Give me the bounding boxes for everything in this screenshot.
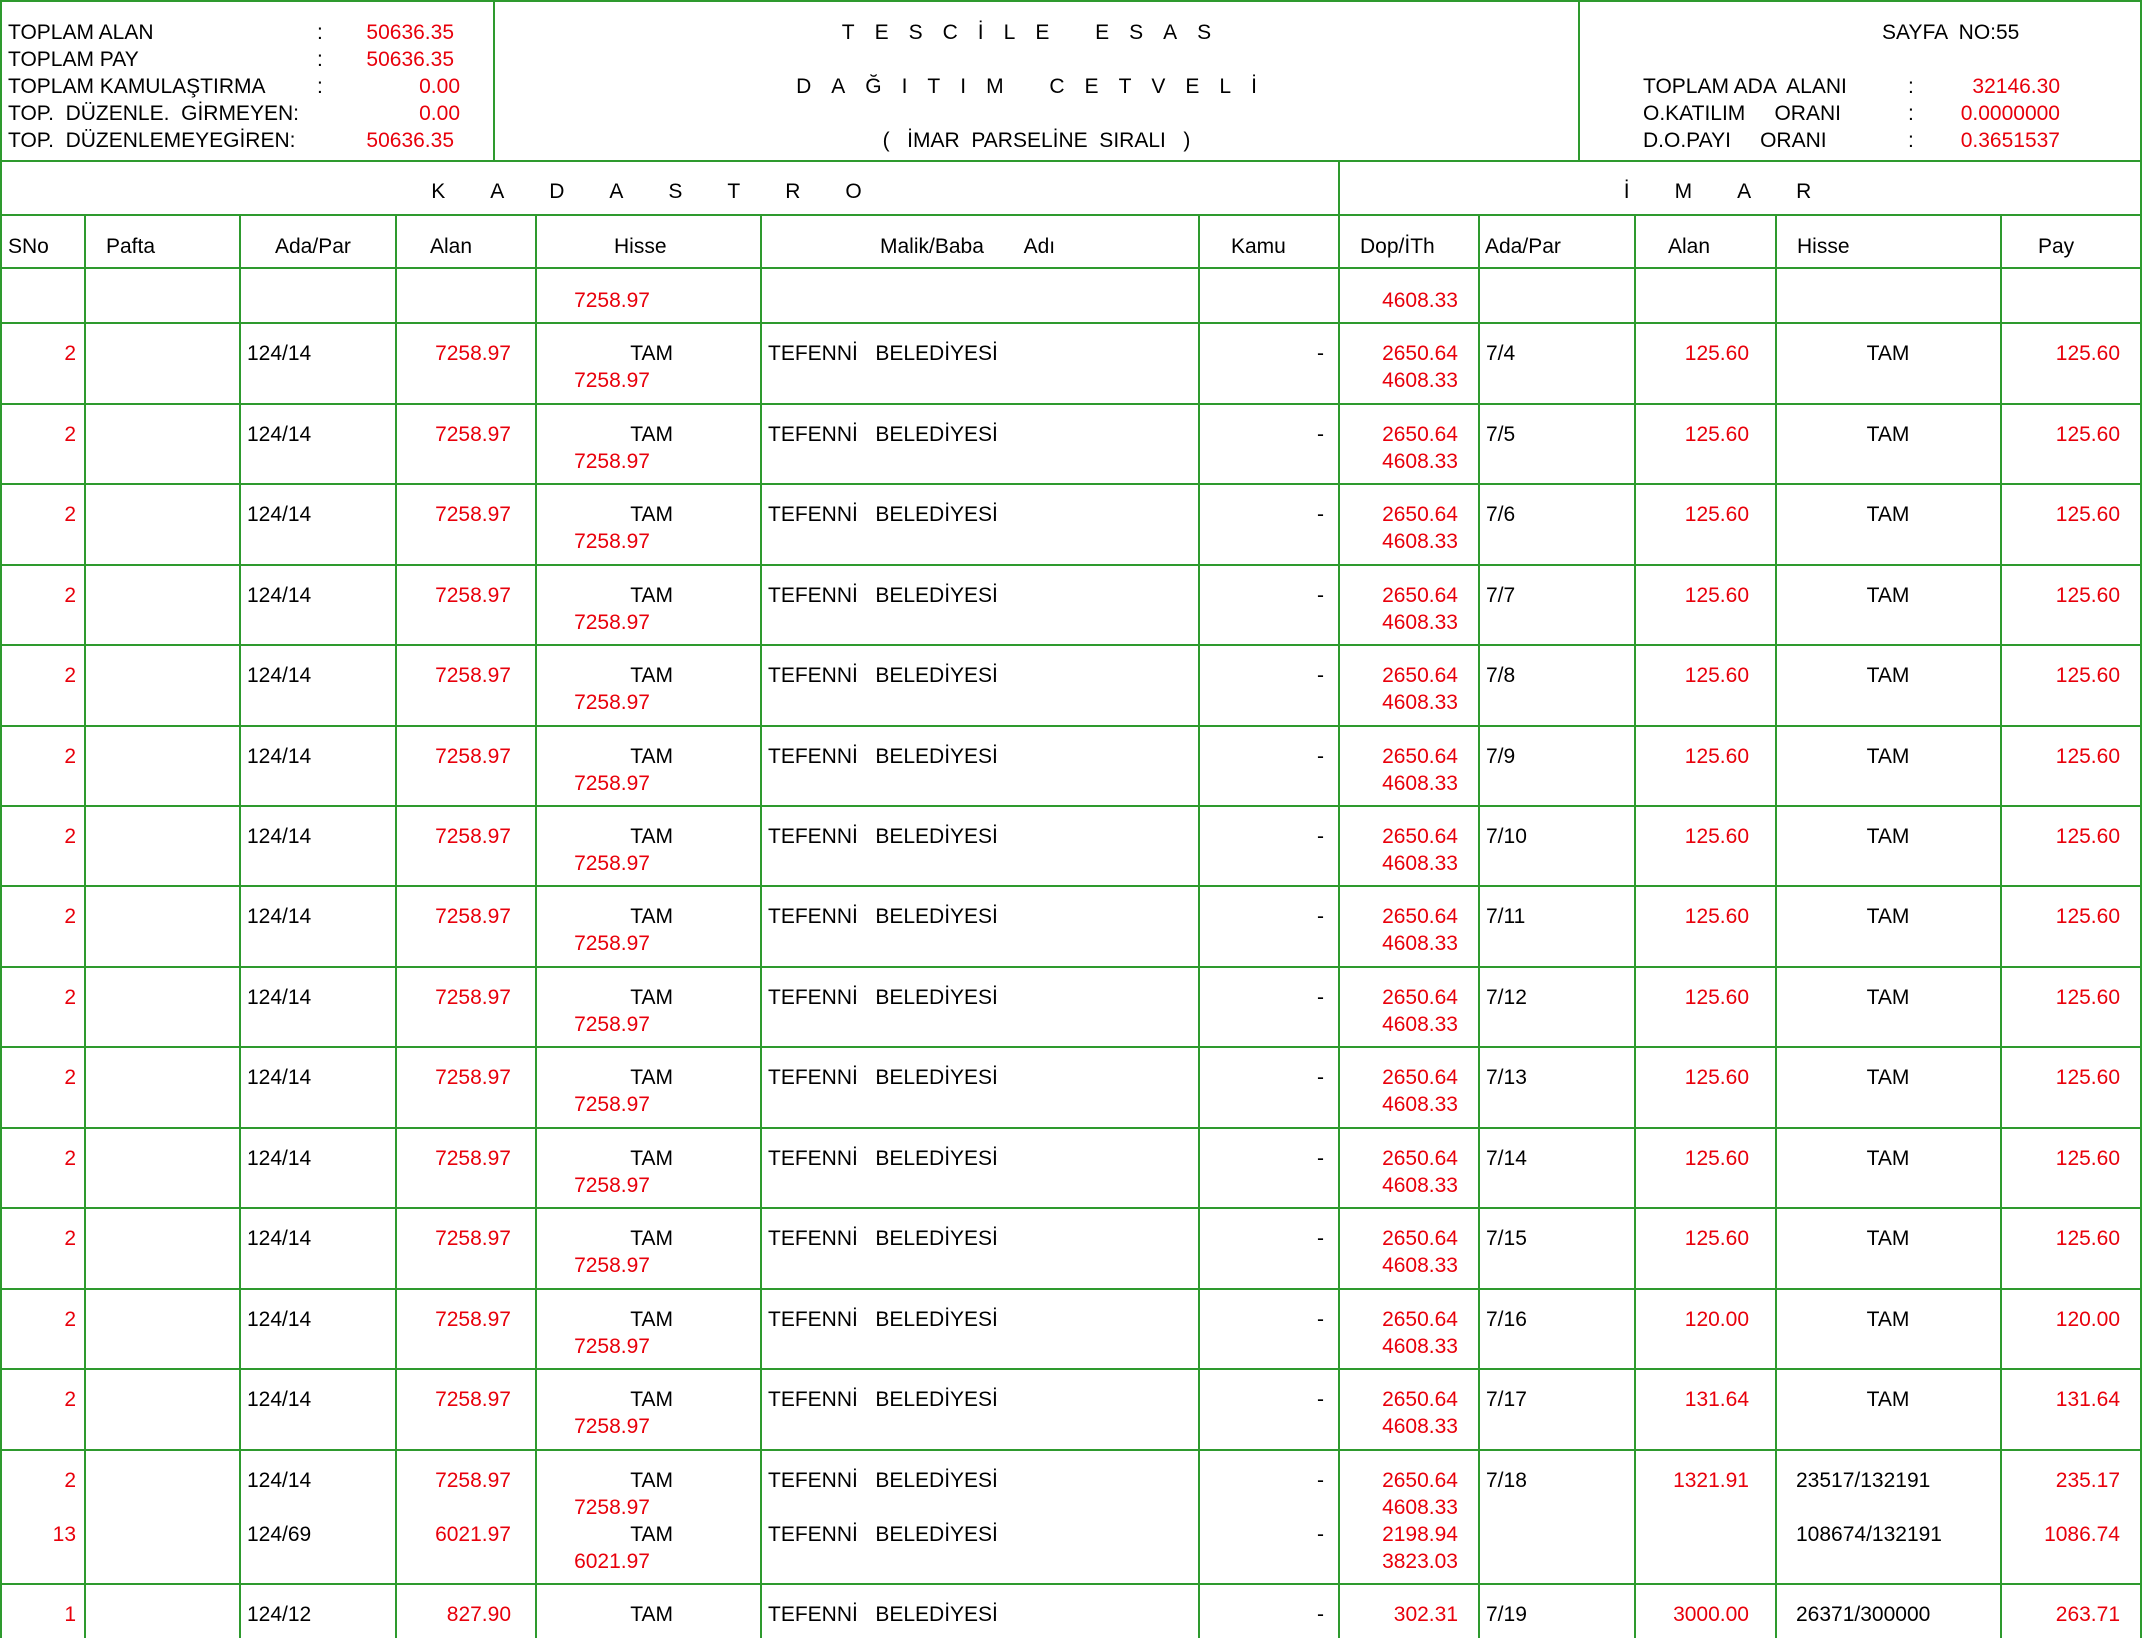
cell-hisse: TAM <box>630 825 673 848</box>
cell-imar-adapar: 7/15 <box>1486 1227 1527 1250</box>
cell-imar-adapar: 7/7 <box>1486 584 1516 607</box>
cell-alan: 7258.97 <box>435 423 511 446</box>
cell-sno: 2 <box>64 1066 76 1089</box>
cell-imar-adapar: 7/12 <box>1486 986 1527 1009</box>
cell-hisse: TAM <box>630 1469 673 1492</box>
totals-colon: : <box>317 21 323 44</box>
cell-dop: 2650.64 <box>1382 825 1458 848</box>
section-kadastro: KADASTRO <box>431 180 907 203</box>
cell-pay: 125.60 <box>2055 503 2120 526</box>
cell-dop-sub: 4608.33 <box>1382 852 1458 875</box>
cell-dop-sub: 4608.33 <box>1382 1013 1458 1036</box>
cell-hisse-sub: 7258.97 <box>574 932 650 955</box>
row-line <box>0 966 2142 968</box>
cell-alan: 7258.97 <box>435 1227 511 1250</box>
section-imar: İMAR <box>1623 180 1857 203</box>
cell-adapar: 124/14 <box>247 664 312 687</box>
doc-title-line1: TESCİLE ESAS <box>841 21 1232 44</box>
cell-imar-hisse: 108674/132191 <box>1796 1523 1942 1546</box>
cell-alan: 7258.97 <box>435 1147 511 1170</box>
cell-pay: 120.00 <box>2055 1308 2120 1331</box>
cell-adapar: 124/12 <box>247 1603 312 1626</box>
cell-imar-hisse: 23517/132191 <box>1796 1469 1931 1492</box>
cell-kamu: - <box>1317 905 1324 928</box>
cell-adapar: 124/14 <box>247 423 312 446</box>
cell-imar-hisse: TAM <box>1866 986 1910 1009</box>
area-colon: : <box>1908 129 1914 152</box>
column-line <box>239 214 241 1638</box>
column-line <box>1634 214 1636 1638</box>
cell-kamu: - <box>1317 1469 1324 1492</box>
cell-imar-adapar: 7/16 <box>1486 1308 1527 1331</box>
cell-dop: 2650.64 <box>1382 1227 1458 1250</box>
column-line <box>395 214 397 1638</box>
cell-alan: 7258.97 <box>435 905 511 928</box>
cell-sno: 2 <box>64 905 76 928</box>
totals-value: 50636.35 <box>366 129 454 152</box>
cell-pay: 235.17 <box>2055 1469 2120 1492</box>
cell-dop: 2650.64 <box>1382 986 1458 1009</box>
cell-adapar: 124/14 <box>247 584 312 607</box>
cell-hisse-sub: 7258.97 <box>574 1415 650 1438</box>
cell-hisse-sub: 7258.97 <box>574 1335 650 1358</box>
cell-hisse: TAM <box>630 905 673 928</box>
cell-malik: TEFENNİ BELEDİYESİ <box>768 825 998 848</box>
cell-alan: 7258.97 <box>435 1388 511 1411</box>
cell-alan: 7258.97 <box>435 745 511 768</box>
cell-imar-adapar: 7/13 <box>1486 1066 1527 1089</box>
cell-hisse-sub: 7258.97 <box>574 369 650 392</box>
cell-imar-alan: 125.60 <box>1684 1227 1749 1250</box>
cell-alan: 7258.97 <box>435 1469 511 1492</box>
cell-hisse: TAM <box>630 1603 673 1626</box>
cell-imar-adapar: 7/17 <box>1486 1388 1527 1411</box>
cell-adapar: 124/14 <box>247 825 312 848</box>
cell-dop: 2650.64 <box>1382 423 1458 446</box>
cell-imar-alan: 131.64 <box>1684 1388 1749 1411</box>
cell-dop-sub: 4608.33 <box>1382 1415 1458 1438</box>
cell-dop: 2650.64 <box>1382 1388 1458 1411</box>
cell-pay: 125.60 <box>2055 584 2120 607</box>
cell-hisse-sub: 7258.97 <box>574 1013 650 1036</box>
cell-malik: TEFENNİ BELEDİYESİ <box>768 423 998 446</box>
totals-value: 0.00 <box>419 102 460 125</box>
cell-kamu: - <box>1317 825 1324 848</box>
cell-sno: 13 <box>52 1523 76 1546</box>
cell-sno: 2 <box>64 986 76 1009</box>
row-line <box>0 564 2142 566</box>
cell-imar-alan: 125.60 <box>1684 825 1749 848</box>
cell-dop-sub: 4608.33 <box>1382 772 1458 795</box>
cell-imar-hisse: TAM <box>1866 1227 1910 1250</box>
cell-hisse: TAM <box>630 1308 673 1331</box>
cell-malik: TEFENNİ BELEDİYESİ <box>768 1308 998 1331</box>
cell-alan: 7258.97 <box>435 986 511 1009</box>
column-line <box>2000 214 2002 1638</box>
row-line <box>0 1207 2142 1209</box>
cell-malik: TEFENNİ BELEDİYESİ <box>768 664 998 687</box>
row-line <box>0 805 2142 807</box>
cell-sno: 2 <box>64 584 76 607</box>
cell-hisse: TAM <box>630 986 673 1009</box>
cell-kamu: - <box>1317 1603 1324 1626</box>
cell-imar-hisse: TAM <box>1866 1388 1910 1411</box>
cell-alan: 7258.97 <box>435 825 511 848</box>
cell-imar-hisse: 26371/300000 <box>1796 1603 1931 1626</box>
cell-hisse-sub: 7258.97 <box>574 1174 650 1197</box>
border-top <box>0 0 2142 2</box>
cell-dop-sub: 4608.33 <box>1382 611 1458 634</box>
cell-imar-adapar: 7/10 <box>1486 825 1527 848</box>
cell-adapar: 124/14 <box>247 745 312 768</box>
cell-hisse: TAM <box>630 584 673 607</box>
row-line <box>0 1127 2142 1129</box>
cell-hisse-sub: 6021.97 <box>574 1550 650 1573</box>
totals-label: TOPLAM PAY <box>8 48 139 71</box>
cell-hisse: TAM <box>630 1066 673 1089</box>
row-line <box>0 885 2142 887</box>
cell-alan: 7258.97 <box>435 503 511 526</box>
cell-imar-alan: 1321.91 <box>1673 1469 1749 1492</box>
cell-hisse: TAM <box>630 342 673 365</box>
column-line <box>1198 214 1200 1638</box>
cell-imar-hisse: TAM <box>1866 664 1910 687</box>
cell-malik: TEFENNİ BELEDİYESİ <box>768 1469 998 1492</box>
cell-hisse: TAM <box>630 423 673 446</box>
cell-imar-adapar: 7/6 <box>1486 503 1516 526</box>
cell-malik: TEFENNİ BELEDİYESİ <box>768 905 998 928</box>
col-pay: Pay <box>2038 235 2075 258</box>
cell-hisse-sub: 7258.97 <box>574 852 650 875</box>
page-number: SAYFA NO:55 <box>1882 21 2020 44</box>
column-line <box>1775 214 1777 1638</box>
cell-pay: 263.71 <box>2055 1603 2120 1626</box>
cell-adapar: 124/69 <box>247 1523 312 1546</box>
cell-imar-adapar: 7/14 <box>1486 1147 1527 1170</box>
area-label: TOPLAM ADA ALANI <box>1643 75 1847 98</box>
cell-malik: TEFENNİ BELEDİYESİ <box>768 1603 998 1626</box>
cell-imar-alan: 125.60 <box>1684 423 1749 446</box>
row-line <box>0 403 2142 405</box>
carry-hisse: 7258.97 <box>574 289 650 312</box>
column-line <box>535 214 537 1638</box>
totals-colon: : <box>317 75 323 98</box>
cell-sno: 2 <box>64 745 76 768</box>
cell-sno: 2 <box>64 423 76 446</box>
cell-dop: 2650.64 <box>1382 905 1458 928</box>
cell-kamu: - <box>1317 986 1324 1009</box>
totals-value: 50636.35 <box>366 48 454 71</box>
cell-dop-sub: 3823.03 <box>1382 1550 1458 1573</box>
column-line <box>1478 214 1480 1638</box>
cell-imar-alan: 125.60 <box>1684 1147 1749 1170</box>
cell-hisse-sub: 7258.97 <box>574 691 650 714</box>
cell-sno: 2 <box>64 1227 76 1250</box>
col-hisse: Hisse <box>614 235 667 258</box>
area-label: O.KATILIM ORANI <box>1643 102 1841 125</box>
cell-dop-sub: 4608.33 <box>1382 369 1458 392</box>
row-line <box>0 644 2142 646</box>
cell-hisse-sub: 7258.97 <box>574 1254 650 1277</box>
cell-hisse: TAM <box>630 1388 673 1411</box>
cell-pay: 125.60 <box>2055 423 2120 446</box>
cell-malik: TEFENNİ BELEDİYESİ <box>768 1066 998 1089</box>
totals-colon: : <box>317 48 323 71</box>
totals-label: TOP. DÜZENLEMEYEGİREN: <box>8 129 296 152</box>
cell-adapar: 124/14 <box>247 1308 312 1331</box>
cell-dop: 302.31 <box>1393 1603 1458 1626</box>
cell-dop: 2650.64 <box>1382 745 1458 768</box>
cell-pay: 1086.74 <box>2044 1523 2120 1546</box>
cell-hisse: TAM <box>630 1227 673 1250</box>
cell-imar-adapar: 7/5 <box>1486 423 1516 446</box>
totals-label: TOPLAM KAMULAŞTIRMA <box>8 75 266 98</box>
cell-pay: 125.60 <box>2055 825 2120 848</box>
cell-hisse-sub: 7258.97 <box>574 530 650 553</box>
cell-dop: 2650.64 <box>1382 503 1458 526</box>
cell-dop-sub: 4608.33 <box>1382 450 1458 473</box>
row-line <box>0 483 2142 485</box>
totals-value: 50636.35 <box>366 21 454 44</box>
cell-imar-adapar: 7/9 <box>1486 745 1516 768</box>
cell-dop-sub: 4608.33 <box>1382 691 1458 714</box>
cell-hisse: TAM <box>630 503 673 526</box>
cell-dop-sub: 4608.33 <box>1382 530 1458 553</box>
cell-dop-sub: 4608.33 <box>1382 932 1458 955</box>
cell-dop-sub: 4608.33 <box>1382 1254 1458 1277</box>
cell-sno: 2 <box>64 1308 76 1331</box>
area-label: D.O.PAYI ORANI <box>1643 129 1827 152</box>
cell-hisse-sub: 7258.97 <box>574 611 650 634</box>
cell-pay: 125.60 <box>2055 986 2120 1009</box>
cell-adapar: 124/14 <box>247 1469 312 1492</box>
cell-malik: TEFENNİ BELEDİYESİ <box>768 986 998 1009</box>
cell-kamu: - <box>1317 1388 1324 1411</box>
cell-adapar: 124/14 <box>247 986 312 1009</box>
cell-pay: 125.60 <box>2055 342 2120 365</box>
cell-alan: 827.90 <box>446 1603 511 1626</box>
row-line <box>0 322 2142 324</box>
section-bottom-line <box>0 214 2142 216</box>
cell-kamu: - <box>1317 1147 1324 1170</box>
area-colon: : <box>1908 75 1914 98</box>
cell-pay: 125.60 <box>2055 745 2120 768</box>
cell-malik: TEFENNİ BELEDİYESİ <box>768 1147 998 1170</box>
cell-hisse: TAM <box>630 1147 673 1170</box>
cell-imar-hisse: TAM <box>1866 584 1910 607</box>
cell-sno: 2 <box>64 1469 76 1492</box>
cell-sno: 2 <box>64 664 76 687</box>
cell-pay: 125.60 <box>2055 1066 2120 1089</box>
cell-kamu: - <box>1317 745 1324 768</box>
cell-hisse-sub: 7258.97 <box>574 1496 650 1519</box>
cell-alan: 7258.97 <box>435 584 511 607</box>
cell-kamu: - <box>1317 1523 1324 1546</box>
cell-hisse-sub: 7258.97 <box>574 450 650 473</box>
col-imar-alan: Alan <box>1668 235 1711 258</box>
cell-imar-alan: 125.60 <box>1684 905 1749 928</box>
column-line <box>760 214 762 1638</box>
col-kamu: Kamu <box>1231 235 1286 258</box>
cell-dop: 2650.64 <box>1382 1469 1458 1492</box>
cell-imar-alan: 125.60 <box>1684 745 1749 768</box>
cell-imar-alan: 125.60 <box>1684 986 1749 1009</box>
cell-imar-adapar: 7/11 <box>1486 905 1526 928</box>
cell-dop: 2198.94 <box>1382 1523 1458 1546</box>
cell-adapar: 124/14 <box>247 1066 312 1089</box>
cell-imar-alan: 3000.00 <box>1673 1603 1749 1626</box>
cell-alan: 7258.97 <box>435 664 511 687</box>
column-line <box>84 214 86 1638</box>
doc-title-line3: ( İMAR PARSELİNE SIRALI ) <box>882 129 1191 152</box>
cell-imar-alan: 125.60 <box>1684 503 1749 526</box>
area-colon: : <box>1908 102 1914 125</box>
area-value: 0.3651537 <box>1960 129 2060 152</box>
col-alan: Alan <box>430 235 473 258</box>
row-line <box>0 1368 2142 1370</box>
cell-malik: TEFENNİ BELEDİYESİ <box>768 1523 998 1546</box>
cell-dop: 2650.64 <box>1382 1066 1458 1089</box>
cell-imar-hisse: TAM <box>1866 1308 1910 1331</box>
cell-adapar: 124/14 <box>247 503 312 526</box>
row-line <box>0 1449 2142 1451</box>
cell-imar-hisse: TAM <box>1866 905 1910 928</box>
cell-alan: 7258.97 <box>435 342 511 365</box>
cell-dop-sub: 4608.33 <box>1382 1335 1458 1358</box>
cell-adapar: 124/14 <box>247 905 312 928</box>
cell-imar-alan: 125.60 <box>1684 664 1749 687</box>
cell-dop: 2650.64 <box>1382 342 1458 365</box>
cell-imar-alan: 120.00 <box>1684 1308 1749 1331</box>
cell-imar-alan: 125.60 <box>1684 342 1749 365</box>
cell-kamu: - <box>1317 503 1324 526</box>
doc-title-line2: DAĞITIM CETVELİ <box>796 75 1277 98</box>
row-line <box>0 725 2142 727</box>
cell-dop: 2650.64 <box>1382 664 1458 687</box>
cell-alan: 7258.97 <box>435 1308 511 1331</box>
cell-adapar: 124/14 <box>247 342 312 365</box>
cell-sno: 2 <box>64 1388 76 1411</box>
cell-dop-sub: 4608.33 <box>1382 1496 1458 1519</box>
cell-imar-hisse: TAM <box>1866 1147 1910 1170</box>
cell-imar-adapar: 7/8 <box>1486 664 1516 687</box>
row-line <box>0 1046 2142 1048</box>
row-line <box>0 1583 2142 1585</box>
totals-value: 0.00 <box>419 75 460 98</box>
area-value: 32146.30 <box>1972 75 2060 98</box>
totals-label: TOP. DÜZENLE. GİRMEYEN: <box>8 102 299 125</box>
cell-kamu: - <box>1317 1066 1324 1089</box>
cell-sno: 1 <box>64 1603 76 1626</box>
cell-imar-alan: 125.60 <box>1684 584 1749 607</box>
col-imar-hisse: Hisse <box>1797 235 1850 258</box>
cell-hisse-sub: 7258.97 <box>574 772 650 795</box>
cell-sno: 2 <box>64 825 76 848</box>
header-bottom-line <box>0 160 2142 162</box>
cell-imar-alan: 125.60 <box>1684 1066 1749 1089</box>
cell-hisse: TAM <box>630 745 673 768</box>
cell-hisse-sub: 7258.97 <box>574 1093 650 1116</box>
cell-imar-hisse: TAM <box>1866 825 1910 848</box>
cell-hisse: TAM <box>630 664 673 687</box>
col-pafta: Pafta <box>106 235 156 258</box>
cell-imar-hisse: TAM <box>1866 423 1910 446</box>
cell-kamu: - <box>1317 664 1324 687</box>
cell-imar-adapar: 7/19 <box>1486 1603 1527 1626</box>
cell-alan: 6021.97 <box>435 1523 511 1546</box>
cell-imar-hisse: TAM <box>1866 1066 1910 1089</box>
cell-imar-adapar: 7/4 <box>1486 342 1516 365</box>
cell-adapar: 124/14 <box>247 1147 312 1170</box>
cell-pay: 125.60 <box>2055 1147 2120 1170</box>
cell-malik: TEFENNİ BELEDİYESİ <box>768 342 998 365</box>
cell-pay: 125.60 <box>2055 905 2120 928</box>
header-divider-right <box>1578 0 1580 161</box>
col-adapar: Ada/Par <box>275 235 351 258</box>
col-dop: Dop/İTh <box>1360 235 1435 258</box>
totals-label: TOPLAM ALAN <box>8 21 154 44</box>
cell-sno: 2 <box>64 1147 76 1170</box>
col-imar-adapar: Ada/Par <box>1485 235 1561 258</box>
cell-dop: 2650.64 <box>1382 1308 1458 1331</box>
cell-imar-hisse: TAM <box>1866 745 1910 768</box>
cell-alan: 7258.97 <box>435 1066 511 1089</box>
cell-kamu: - <box>1317 1308 1324 1331</box>
cell-kamu: - <box>1317 584 1324 607</box>
row-line <box>0 1288 2142 1290</box>
cell-dop: 2650.64 <box>1382 1147 1458 1170</box>
col-sno: SNo <box>8 235 49 258</box>
cell-malik: TEFENNİ BELEDİYESİ <box>768 503 998 526</box>
cell-kamu: - <box>1317 1227 1324 1250</box>
cell-pay: 125.60 <box>2055 664 2120 687</box>
cell-dop: 2650.64 <box>1382 584 1458 607</box>
cell-malik: TEFENNİ BELEDİYESİ <box>768 1388 998 1411</box>
cell-kamu: - <box>1317 423 1324 446</box>
cell-dop-sub: 4608.33 <box>1382 1174 1458 1197</box>
cell-imar-hisse: TAM <box>1866 503 1910 526</box>
cell-hisse: TAM <box>630 1523 673 1546</box>
cell-kamu: - <box>1317 342 1324 365</box>
col-malik: Malik/Baba Adı <box>880 235 1056 258</box>
colheader-bottom-line <box>0 267 2142 269</box>
column-line <box>1338 214 1340 1638</box>
cell-pay: 131.64 <box>2055 1388 2120 1411</box>
cell-adapar: 124/14 <box>247 1227 312 1250</box>
cell-malik: TEFENNİ BELEDİYESİ <box>768 745 998 768</box>
area-value: 0.0000000 <box>1960 102 2060 125</box>
cell-adapar: 124/14 <box>247 1388 312 1411</box>
cell-imar-adapar: 7/18 <box>1486 1469 1527 1492</box>
cell-malik: TEFENNİ BELEDİYESİ <box>768 584 998 607</box>
cell-pay: 125.60 <box>2055 1227 2120 1250</box>
cell-malik: TEFENNİ BELEDİYESİ <box>768 1227 998 1250</box>
cell-imar-hisse: TAM <box>1866 342 1910 365</box>
cell-dop-sub: 4608.33 <box>1382 1093 1458 1116</box>
carry-dop: 4608.33 <box>1382 289 1458 312</box>
cell-sno: 2 <box>64 503 76 526</box>
cell-sno: 2 <box>64 342 76 365</box>
